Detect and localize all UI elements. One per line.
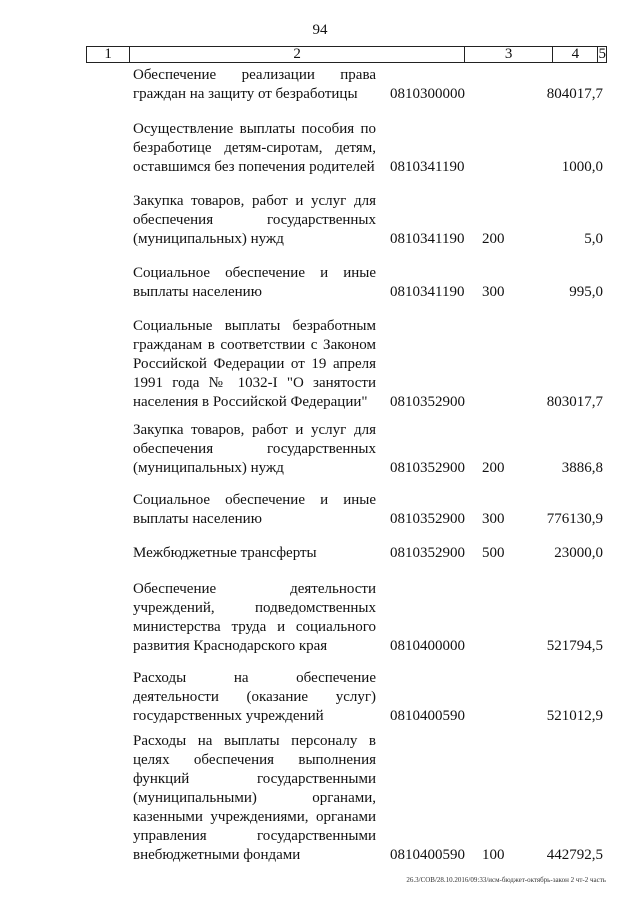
row-description: Закупка товаров, работ и услуг для обеспечения государственных (муниципальных) нужд [133, 422, 376, 476]
header-col-2: 2 [130, 47, 465, 62]
row-code: 0810341190 [390, 159, 465, 175]
row-code: 0810400000 [390, 638, 465, 654]
row-amount: 3886,8 [561, 460, 603, 476]
row-expense-type: 100 [482, 847, 505, 863]
row-description: Расходы на обеспечение деятельности (оказание услуг) государственных учреждений [133, 670, 376, 724]
row-amount: 776130,9 [546, 511, 603, 527]
row-description: Социальные выплаты безработным гражданам в соответствии с Законом Российской Федерации от 19 апреля 1991 года № 1032-I "О занятости населения в Российской Федерации" [133, 318, 376, 410]
row-code: 0810300000 [390, 86, 465, 102]
row-code: 0810341190 [390, 284, 465, 300]
row-amount: 521012,9 [546, 708, 603, 724]
header-col-4: 4 [553, 47, 598, 62]
table-header [86, 46, 607, 63]
document-footer: 26.3/СОВ/28.10.2016/09:33/исм-бюджет-октябрь-закон 2 чт-2 часть [406, 876, 606, 884]
row-amount: 521794,5 [546, 638, 603, 654]
row-description: Расходы на выплаты персоналу в целях обеспечения выполнения функций государственными (муниципальными) органами, казенными учреждениями, органами управления государственными внебюджетными фондами [133, 733, 376, 863]
row-code: 0810400590 [390, 708, 465, 724]
header-col-1: 1 [87, 47, 130, 62]
row-description: Обеспечение деятельности учреждений, подведомственных министерства труда и социального развития Краснодарского края [133, 581, 376, 654]
row-amount: 803017,7 [546, 394, 603, 410]
row-description: Закупка товаров, работ и услуг для обеспечения государственных (муниципальных) нужд [133, 193, 376, 247]
row-amount: 995,0 [569, 284, 603, 300]
row-code: 0810400590 [390, 847, 465, 863]
row-expense-type: 200 [482, 460, 505, 476]
row-amount: 804017,7 [546, 86, 603, 102]
row-description: Осуществление выплаты пособия по безработице детям-сиротам, детям, оставшимся без попечения родителей [133, 121, 376, 175]
row-description: Обеспечение реализации права граждан на защиту от безработицы [133, 67, 376, 102]
row-code: 0810352900 [390, 460, 465, 476]
row-code: 0810341190 [390, 231, 465, 247]
row-expense-type: 200 [482, 231, 505, 247]
row-description: Социальное обеспечение и иные выплаты населению [133, 492, 376, 527]
row-code: 0810352900 [390, 545, 465, 561]
header-col-5: 5 [598, 46, 606, 62]
row-code: 0810352900 [390, 394, 465, 410]
row-amount: 23000,0 [554, 545, 603, 561]
row-description: Межбюджетные трансферты [133, 545, 317, 561]
row-expense-type: 500 [482, 545, 505, 561]
row-amount: 442792,5 [546, 847, 603, 863]
row-expense-type: 300 [482, 284, 505, 300]
row-amount: 5,0 [584, 231, 603, 247]
page-number: 94 [312, 22, 328, 38]
row-description: Социальное обеспечение и иные выплаты населению [133, 265, 376, 300]
header-col-3: 3 [465, 47, 553, 62]
row-code: 0810352900 [390, 511, 465, 527]
row-expense-type: 300 [482, 511, 505, 527]
row-amount: 1000,0 [561, 159, 603, 175]
